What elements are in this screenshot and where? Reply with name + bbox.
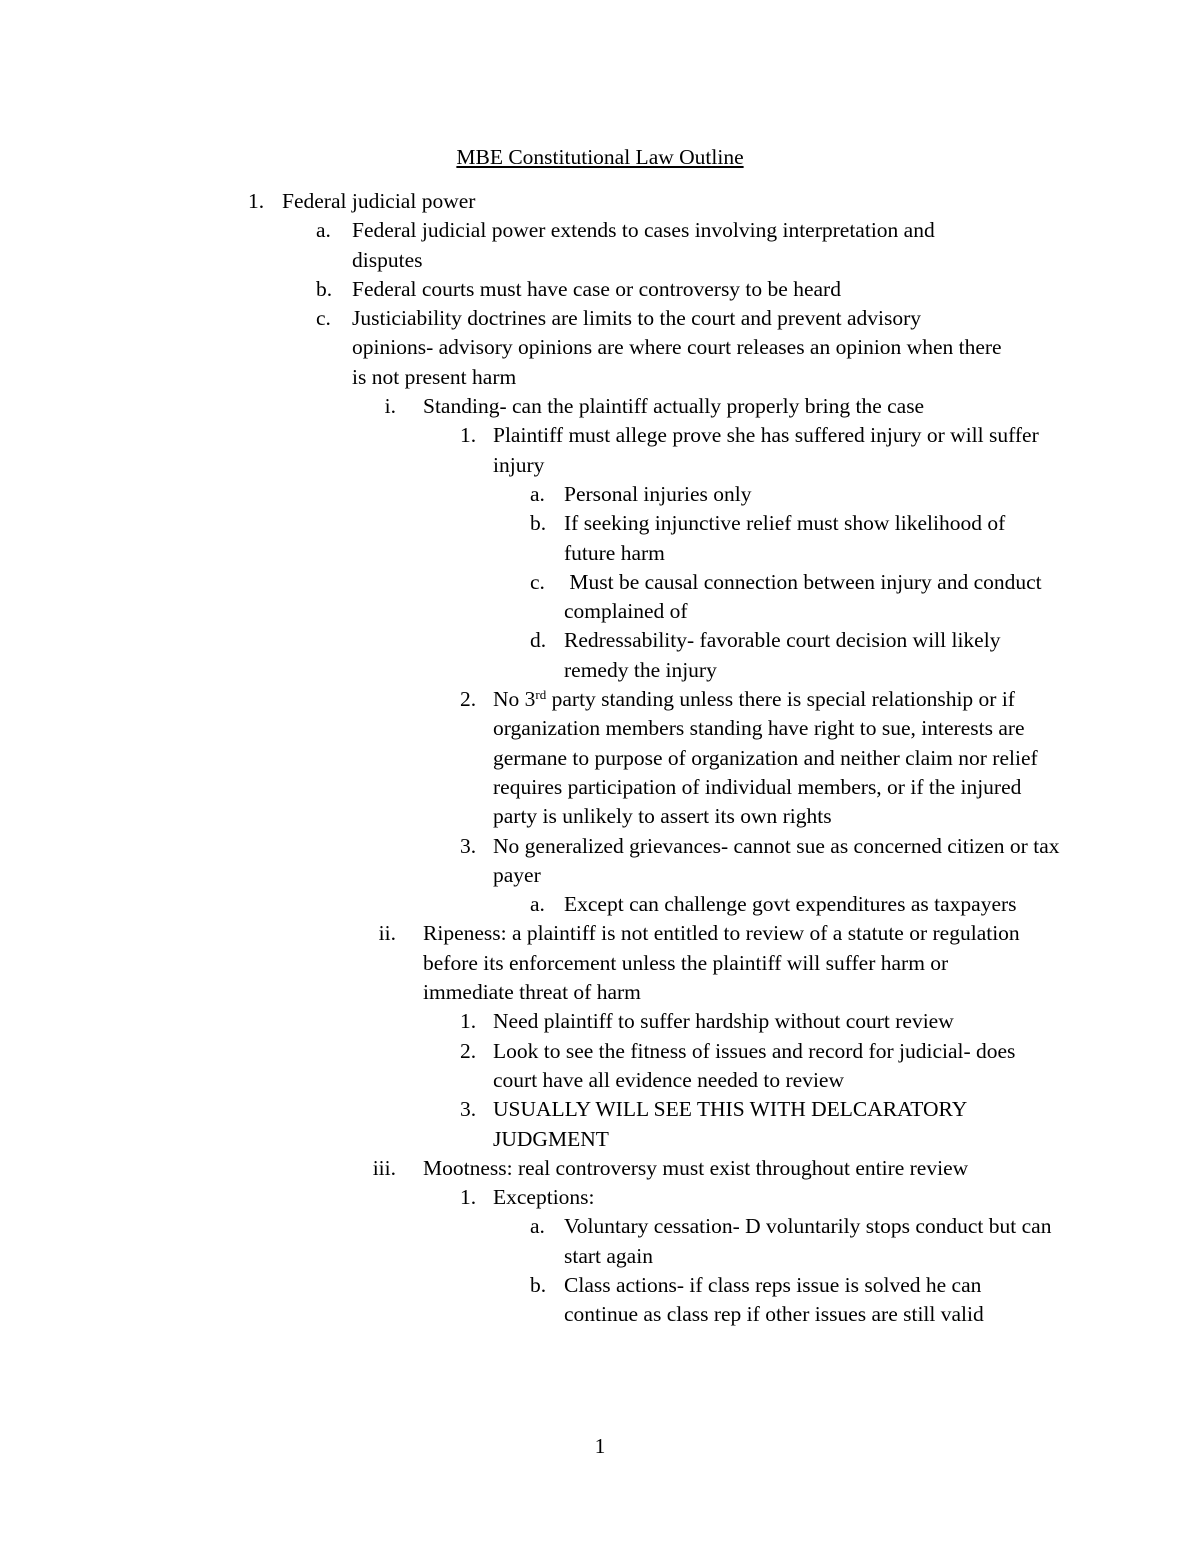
outline-text: Voluntary cessation- D voluntarily stops conduct but can start again (564, 1214, 1052, 1268)
outline-text: Federal judicial power (282, 189, 476, 213)
outline-item (0, 1037, 1200, 1096)
outline-text: Personal injuries only (564, 481, 752, 506)
outline-text-rest: party standing unless there is special relationship or if organization members standing have right to sue, interests are germane to purpose of organization and neither claim nor relief requires participation of individual members, or if the injured party is unlikely to assert its own rights (493, 687, 1038, 829)
outline-text: Plaintiff must allege prove she has suffered injury or will suffer injury (493, 423, 1039, 477)
outline-marker: b. (530, 1272, 547, 1297)
outline-marker: i. (384, 394, 396, 419)
outline-item (0, 1154, 1200, 1183)
outline-item (0, 304, 1200, 392)
outline-text-start: No 3 (493, 687, 536, 712)
page-number: 1 (594, 1434, 606, 1458)
outline-marker: 2. (460, 687, 477, 712)
document-title: MBE Constitutional Law Outline (456, 145, 744, 169)
outline-text: Standing- can the plaintiff actually properly bring the case (423, 394, 925, 419)
outline-item (0, 1007, 1200, 1036)
outline-text: Federal judicial power extends to cases involving interpretation and disputes (352, 218, 935, 272)
outline-marker: 2. (460, 1038, 477, 1063)
outline-item (0, 421, 1200, 480)
outline-item (0, 832, 1200, 891)
outline-text: Justiciability doctrines are limits to the court and prevent advisory opinions- advisory opinions are where court releases an opinion when there is not present harm (352, 306, 1002, 389)
outline-item (0, 685, 1200, 831)
outline-marker: a. (530, 892, 545, 917)
outline-text: Except can challenge govt expenditures as taxpayers (564, 892, 1017, 917)
outline-item (0, 392, 1200, 421)
outline-marker: a. (530, 481, 545, 506)
outline-marker: a. (530, 1214, 545, 1239)
outline-text (493, 685, 1063, 831)
outline-text: Ripeness: a plaintiff is not entitled to review of a statute or regulation before its enforcement unless the plaintiff will suffer harm or immediate threat of harm (423, 921, 1020, 1005)
outline-item (0, 509, 1200, 568)
outline-item (0, 216, 1200, 275)
outline-marker: 3. (460, 1097, 477, 1122)
outline-marker: 1. (460, 1185, 477, 1210)
outline-text: Need plaintiff to suffer hardship without court review (493, 1009, 954, 1034)
outline-text: Mootness: real controversy must exist throughout entire review (423, 1155, 969, 1180)
outline-item (0, 919, 1200, 1007)
outline-item (0, 1183, 1200, 1212)
outline-item (0, 187, 1200, 216)
outline-marker: b. (316, 276, 333, 301)
outline-item (0, 275, 1200, 304)
outline-item (0, 1095, 1200, 1154)
outline-marker: c. (316, 306, 331, 331)
outline-marker: 1. (248, 189, 265, 213)
outline-text: Class actions- if class reps issue is solved he can continue as class rep if other issues are still valid (564, 1272, 984, 1327)
outline-item (0, 480, 1200, 509)
outline-marker: d. (530, 628, 547, 653)
outline-item (0, 890, 1200, 919)
outline-marker: b. (530, 511, 547, 536)
outline-text: If seeking injunctive relief must show likelihood of future harm (564, 511, 1006, 565)
outline-item (0, 1271, 1200, 1330)
outline-text: Federal courts must have case or controversy to be heard (352, 276, 841, 301)
outline (0, 187, 1200, 1330)
ordinal-suffix: rd (535, 687, 547, 703)
outline-marker: 1. (460, 1009, 477, 1034)
outline-text: Redressability- favorable court decision will likely remedy the injury (564, 628, 1001, 682)
outline-text: Exceptions: (493, 1185, 595, 1210)
outline-marker: ii. (378, 921, 396, 946)
outline-text: USUALLY WILL SEE THIS WITH DELCARATORY JUDGMENT (493, 1097, 967, 1151)
outline-marker: c. (530, 569, 545, 594)
outline-item (0, 626, 1200, 685)
outline-item (0, 568, 1200, 627)
outline-marker: iii. (372, 1155, 396, 1180)
outline-marker: a. (316, 218, 331, 243)
outline-item (0, 1212, 1200, 1271)
outline-marker: 3. (460, 833, 477, 858)
outline-text: Must be causal connection between injury and conduct complained of (564, 569, 1048, 624)
outline-text: Look to see the fitness of issues and record for judicial- does court have all evidence needed to review (493, 1038, 1016, 1092)
outline-text: No generalized grievances- cannot sue as concerned citizen or tax payer (493, 833, 1060, 887)
outline-marker: 1. (460, 423, 477, 448)
